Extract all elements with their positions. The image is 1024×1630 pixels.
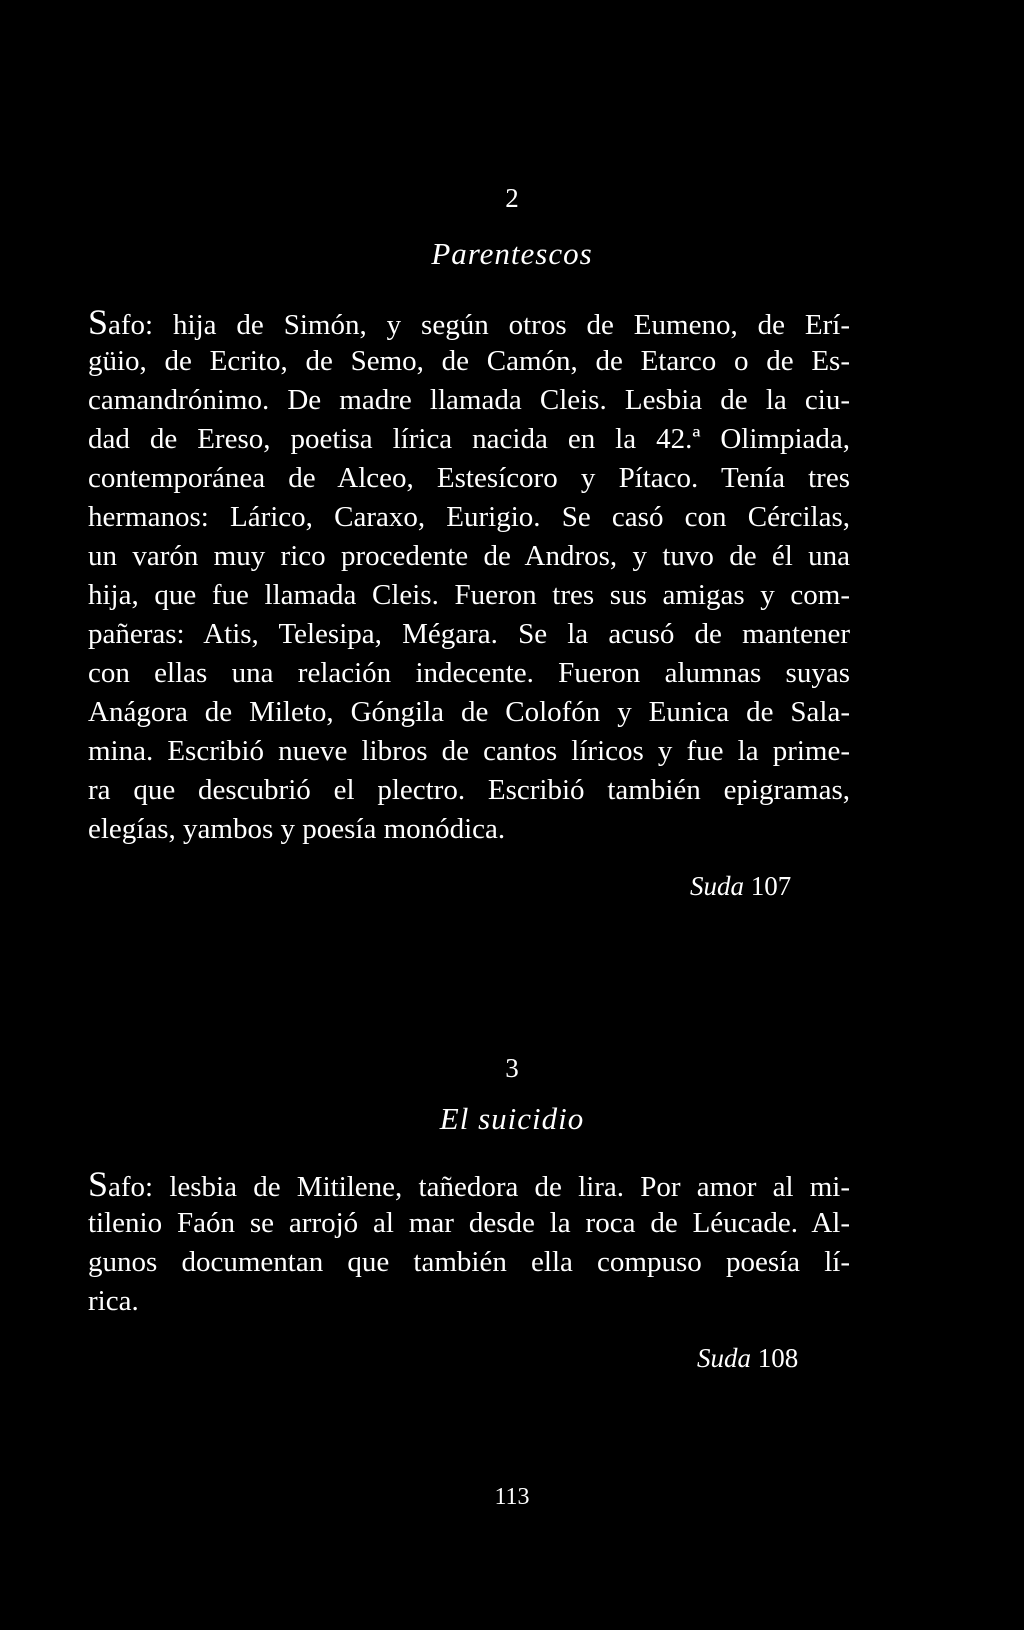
body-line: Anágora de Mileto, Góngila de Colofón y Eunica de Sala- [88,696,850,728]
body-line: Safo: hija de Simón, y según otros de Eumeno, de Erí- [88,302,850,342]
source-ref: 108 [757,1343,799,1373]
page-number: 113 [494,1484,530,1510]
body-line: contemporánea de Alceo, Estesícoro y Pítaco. Tenía tres [88,462,850,494]
body-line: rica. [88,1285,139,1317]
source-work: Suda [690,871,744,901]
body-line: güio, de Ecrito, de Semo, de Camón, de Etarco o de Es- [88,345,850,377]
drop-cap: S [88,302,109,342]
body-line: un varón muy rico procedente de Andros, y tuvo de él una [88,540,850,572]
drop-cap: S [88,1164,109,1204]
body-line: Safo: lesbia de Mitilene, tañedora de lira. Por amor al mi- [88,1164,850,1204]
section-title: Parentescos [431,236,593,271]
source-ref: 107 [750,871,792,901]
source-citation [690,870,791,902]
body-line: elegías, yambos y poesía monódica. [88,813,506,845]
body-line: camandrónimo. De madre llamada Cleis. Lesbia de la ciu- [88,384,850,416]
section-title: El suicidio [439,1101,585,1136]
body-line: tilenio Faón se arrojó al mar desde la roca de Léucade. Al- [88,1207,850,1239]
section-number: 2 [505,183,519,213]
body-line: dad de Ereso, poetisa lírica nacida en la 42.ª Olimpiada, [88,423,850,455]
source-citation [697,1342,798,1374]
body-line: ra que descubrió el plectro. Escribió también epigramas, [88,774,850,806]
body-line: pañeras: Atis, Telesipa, Mégara. Se la acusó de mantener [88,618,850,650]
body-line: hermanos: Lárico, Caraxo, Eurigio. Se casó con Cércilas, [88,501,850,533]
body-line: mina. Escribió nueve libros de cantos líricos y fue la prime- [88,735,850,767]
body-line: hija, que fue llamada Cleis. Fueron tres sus amigas y com- [88,579,850,611]
source-work: Suda [697,1343,751,1373]
section-number: 3 [505,1053,519,1083]
body-line: con ellas una relación indecente. Fueron alumnas suyas [88,657,850,689]
body-line: gunos documentan que también ella compuso poesía lí- [88,1246,850,1278]
